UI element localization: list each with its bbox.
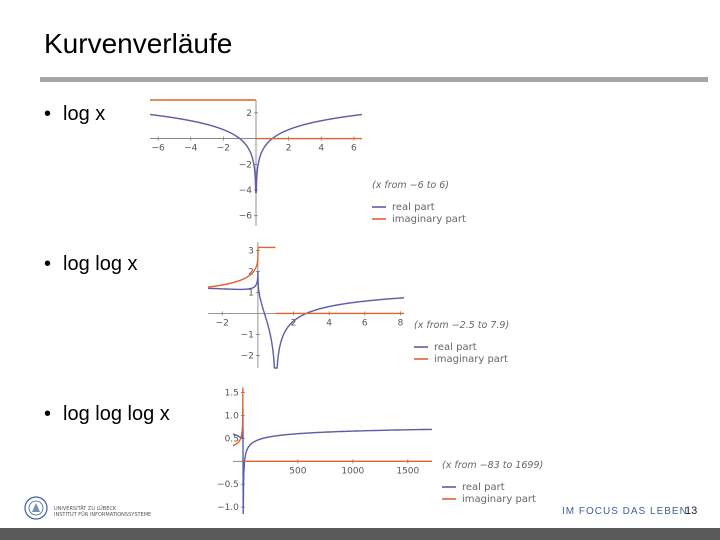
y-tick-label: 2 (246, 108, 252, 119)
chart-1 (150, 100, 466, 226)
x-tick-label: 1500 (396, 466, 420, 477)
x-tick-label: 6 (361, 318, 368, 329)
imaginary-part-curve (233, 388, 432, 461)
slide-title: Kurvenverläufe (44, 28, 233, 59)
legend-label: real part (462, 482, 505, 493)
legend-label: imaginary part (434, 354, 508, 365)
y-tick-label: −4 (238, 186, 252, 196)
x-range-label: (x from −6 to 6) (372, 180, 450, 191)
x-tick-label: 8 (397, 318, 404, 329)
real-part-curve (208, 271, 404, 368)
chart-3 (217, 388, 543, 514)
y-tick-label: 1.0 (224, 411, 239, 422)
x-tick-label: −6 (151, 143, 165, 154)
x-tick-label: −2 (216, 143, 231, 154)
x-tick-label: 6 (350, 143, 357, 154)
university-seal-icon (24, 494, 48, 522)
bullet-text: log log x (63, 253, 138, 275)
y-tick-label: −2 (238, 160, 252, 171)
bullet-marker: • (44, 103, 52, 125)
y-tick-label: −0.5 (217, 480, 239, 491)
y-tick-label: 3 (248, 246, 254, 257)
footer-bar (0, 528, 720, 540)
legend-label: real part (434, 342, 477, 353)
x-tick-label: 2 (285, 143, 292, 154)
x-tick-label: 2 (290, 318, 297, 329)
legend-label: imaginary part (462, 494, 536, 505)
x-range-label: (x from −83 to 1699) (442, 460, 544, 471)
x-range-label: (x from −2.5 to 7.9) (414, 320, 510, 331)
bullet-text: log log log x (63, 403, 170, 425)
y-tick-label: −2 (240, 351, 254, 362)
university-line-1: UNIVERSITÄT ZU LÜBECK (54, 506, 117, 512)
x-tick-label: −2 (215, 318, 229, 329)
x-tick-label: 1000 (341, 466, 365, 477)
y-tick-label: −1.0 (217, 503, 239, 514)
imaginary-part-curve (208, 247, 404, 313)
x-tick-label: −4 (184, 143, 198, 154)
page-number: 13 (685, 505, 698, 517)
x-tick-label: 500 (289, 466, 307, 477)
x-tick-label: 4 (326, 318, 333, 329)
bullet-marker: • (44, 253, 52, 275)
bullet-text: log x (63, 103, 106, 125)
legend-label: real part (392, 202, 435, 213)
university-name (54, 506, 151, 518)
chart-2 (208, 242, 509, 368)
x-tick-label: 4 (318, 143, 325, 154)
y-tick-label: −1 (240, 330, 254, 341)
y-tick-label: 0.5 (224, 434, 239, 445)
bullet-marker: • (44, 403, 52, 425)
university-line-2: INSTITUT FÜR INFORMATIONSSYSTEME (54, 512, 152, 518)
footer-claim: IM FOCUS DAS LEBEN (562, 506, 688, 517)
y-tick-label: −6 (238, 211, 252, 222)
y-tick-label: 1 (248, 288, 254, 299)
y-tick-label: 1.5 (224, 388, 239, 399)
legend-label: imaginary part (392, 214, 466, 225)
y-tick-label: 2 (248, 267, 254, 278)
